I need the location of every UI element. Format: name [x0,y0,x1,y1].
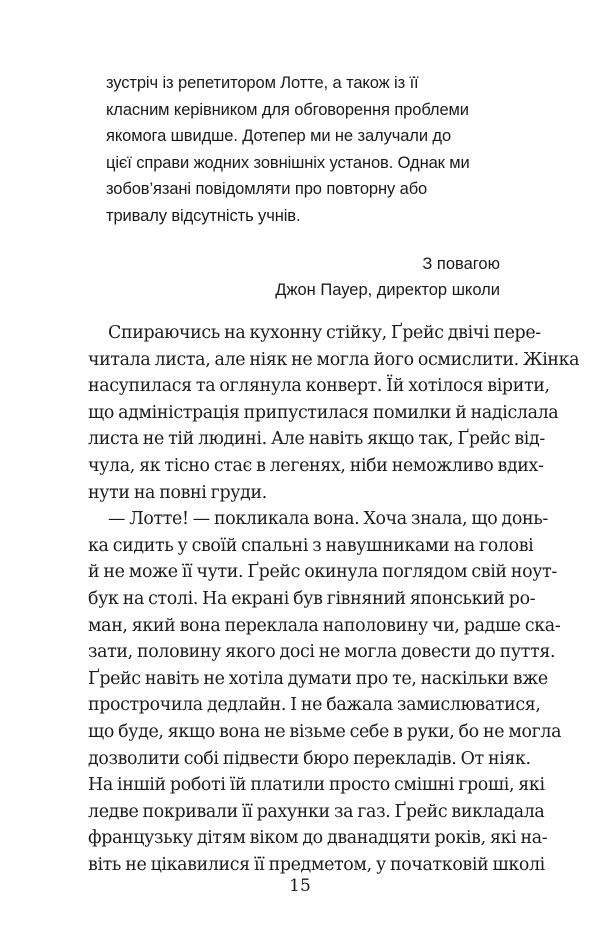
paragraph-line: ман, який вона переклала наполовину чи, радше ска- [88,615,561,636]
paragraph-line: французьку дітям віком до дванадцяти років, які на- [88,828,548,849]
letter-line: тривалу відсутність учнів. [106,206,301,225]
paragraph-line: що адміністрація припустилася помилки й надіслала [88,402,559,423]
paragraph-line: ка сидить у своїй спальні з навушниками на голові [88,535,534,556]
paragraph-line: Спираючись на кухонну стійку, Ґрейс двічі пере- [108,323,541,343]
paragraph-line: бук на столі. На екрані був гівняний японський ро- [88,588,536,609]
body-text [88,320,580,878]
paragraph-line: насупилася та оглянула конверт. Їй хотілося вірити, [88,376,550,397]
letter-line: цієї справи жодних зовнішніх установ. Однак ми [106,153,470,172]
paragraph-line: що буде, якщо вона не візьме себе в руки, бо не могла [88,721,562,742]
paragraph-line: й не може її чути. Ґрейс окинула поглядом свій ноут- [88,562,557,583]
paragraph-line: дозволити собі підвести бюро перекладів. От ніяк. [88,748,531,769]
letter-closing: З повагою [422,255,500,273]
letter-signature [275,251,500,303]
letter-excerpt [106,70,498,230]
paragraph-line: читала листа, але ніяк не могла його осмислити. Жінка [88,349,580,370]
letter-line: зобов’язані повідомляти про повторну або [106,180,428,199]
letter-line: зустріч із репетитором Лотте, а також із її [106,74,419,92]
paragraph-line: — Лотте! — покликала вона. Хоча знала, що донь- [108,509,548,530]
paragraph-line: Ґрейс навіть не хотіла думати про те, наскільки вже [88,668,548,689]
paragraph-line: віть не цікавилися її предметом, у початковій школі [88,854,545,875]
paragraph-line: ледве покривали її рахунки за газ. Ґрейс викладала [88,801,545,822]
paragraph-line: прострочила дедлайн. І не бажала замислюватися, [88,695,541,716]
letter-signatory: Джон Пауер, директор школи [275,281,500,299]
paragraph-line: На іншій роботі їй платили просто смішні гроші, які [88,775,545,796]
page-number: 15 [289,876,311,896]
letter-line: якомога швидше. Дотепер ми не залучали до [106,127,452,146]
letter-line: класним керівником для обговорення проблеми [106,100,469,119]
paragraph-line: листа не тій людині. Але навіть якщо так, Ґрейс від- [88,429,545,450]
paragraph-line: чула, як тісно стає в легенях, ніби неможливо вдих- [88,455,544,476]
paragraph-line: нути на повні груди. [88,482,267,503]
paragraph-line: зати, половину якого досі не могла довести до пуття. [88,642,556,663]
